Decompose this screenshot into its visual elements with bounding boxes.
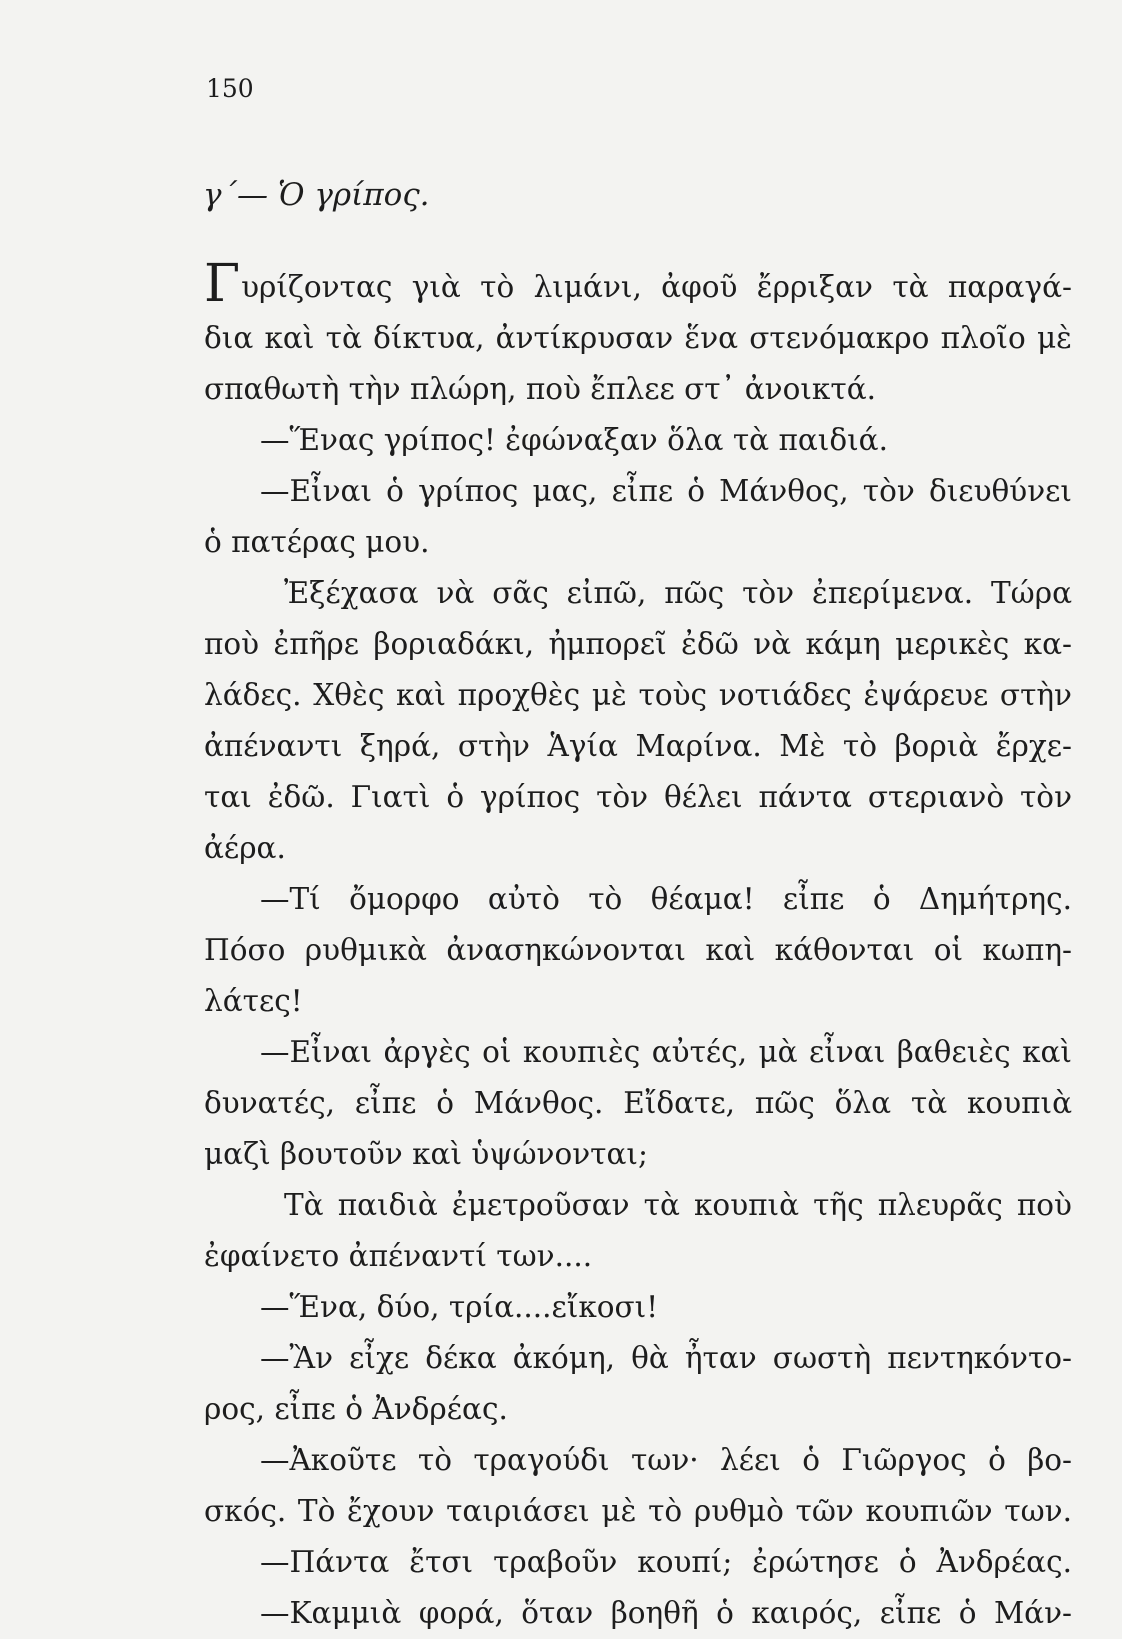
text-line-26: —Πάντα ἔτσι τραβοῦν κουπί; ἐρώτησε ὁ Ἀνδρέας. (260, 1545, 1072, 1579)
text-line-5: —Εἶναι ὁ γρίπος μας, εἶπε ὁ Μάνθος, τὸν διευθύνει (260, 474, 1072, 508)
text-line-20: ἐφαίνετο ἀπέναντί των.... (204, 1239, 593, 1273)
text-line-18: μαζὶ βουτοῦν καὶ ὑψώνονται; (204, 1137, 648, 1171)
text-line-17: δυνατές, εἶπε ὁ Μάνθος. Εἴδατε, πῶς ὅλα τὰ κουπιὰ (204, 1086, 1072, 1120)
text-line-2: δια καὶ τὰ δίκτυα, ἀντίκρυσαν ἕνα στενόμακρο πλοῖο μὲ (204, 321, 1072, 355)
text-line-13: —Τί ὄμορφο αὐτὸ τὸ θέαμα! εἶπε ὁ Δημήτρης. (260, 882, 1072, 916)
text-line-15: λάτες! (204, 984, 303, 1018)
body-text (204, 254, 1072, 1639)
text-line-25: σκός. Τὸ ἔχουν ταιριάσει μὲ τὸ ρυθμὸ τῶν κουπιῶν των. (204, 1494, 1072, 1528)
text-line-23: ρος, εἶπε ὁ Ἀνδρέας. (204, 1392, 508, 1426)
drop-cap: Γ (204, 254, 241, 314)
text-line-6: ὁ πατέρας μου. (204, 525, 430, 559)
text-line-9: λάδες. Χθὲς καὶ προχθὲς μὲ τοὺς νοτιάδες ἐψάρευε στὴν (204, 678, 1072, 712)
chapter-title: γ΄— Ὁ γρίπος. (203, 177, 430, 213)
text-line-4: —Ἕνας γρίπος! ἐφώναξαν ὅλα τὰ παιδιά. (260, 423, 888, 457)
text-line-16: —Εἶναι ἀργὲς οἱ κουπιὲς αὐτές, μὰ εἶναι βαθειὲς καὶ (260, 1035, 1072, 1069)
text-line-1 (204, 254, 1072, 314)
text-line-7: Ἐξέχασα νὰ σᾶς εἰπῶ, πῶς τὸν ἐπερίμενα. Τώρα (284, 576, 1072, 610)
text-line-11: ται ἐδῶ. Γιατὶ ὁ γρίπος τὸν θέλει πάντα στεριανὸ τὸν (204, 780, 1072, 814)
text-line-3: σπαθωτὴ τὴν πλώρη, ποὺ ἔπλεε στ᾽ ἀνοικτά. (204, 372, 876, 406)
text-line-1-content: υρίζοντας γιὰ τὸ λιμάνι, ἀφοῦ ἔρριξαν τὰ παραγά- (241, 270, 1072, 304)
text-line-12: ἀέρα. (204, 831, 286, 865)
text-line-27: —Καμμιὰ φορά, ὅταν βοηθῆ ὁ καιρός, εἶπε ὁ Μάν- (260, 1596, 1072, 1630)
text-line-19: Τὰ παιδιὰ ἐμετροῦσαν τὰ κουπιὰ τῆς πλευρᾶς ποὺ (284, 1188, 1072, 1222)
text-line-24: —Ἀκοῦτε τὸ τραγούδι των· λέει ὁ Γιῶργος ὁ βο- (260, 1443, 1072, 1477)
text-line-10: ἀπέναντι ξηρά, στὴν Ἁγία Μαρίνα. Μὲ τὸ βοριὰ ἔρχε- (204, 729, 1072, 763)
text-line-22: —Ἂν εἶχε δέκα ἀκόμη, θὰ ἦταν σωστὴ πεντηκόντο- (260, 1341, 1072, 1375)
page-number: 150 (206, 74, 254, 103)
text-line-21: —Ἕνα, δύο, τρία....εἴκοσι! (260, 1290, 659, 1324)
text-line-14: Πόσο ρυθμικὰ ἀνασηκώνονται καὶ κάθονται οἱ κωπη- (204, 933, 1072, 967)
text-line-8: ποὺ ἐπῆρε βοριαδάκι, ἠμπορεῖ ἐδῶ νὰ κάμη μερικὲς κα- (204, 627, 1072, 661)
